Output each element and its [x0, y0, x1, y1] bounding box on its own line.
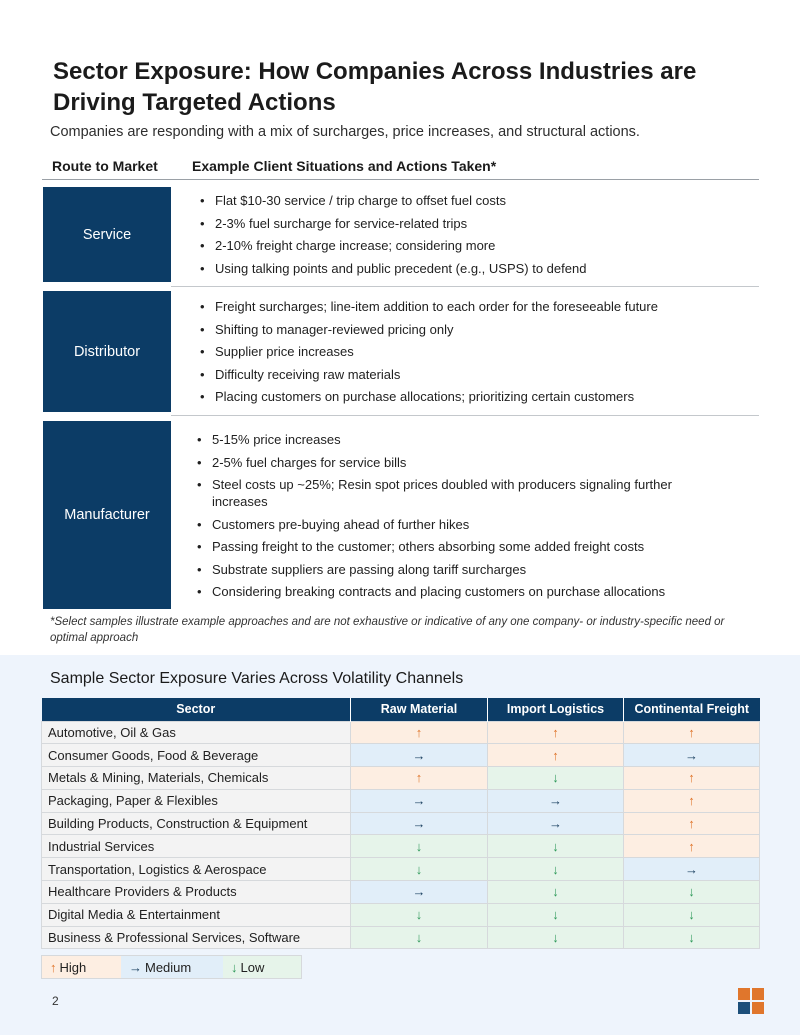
list-item: • Customers pre-buying ahead of further hikes: [197, 516, 727, 533]
row-divider: [171, 286, 759, 287]
import-logistics-column-header: Import Logistics: [488, 698, 624, 721]
list-item: • Passing freight to the customer; others absorbing some added freight costs: [197, 538, 727, 555]
exposure-low-cell: ↓: [351, 858, 488, 881]
company-logo: [738, 988, 764, 1014]
sector-name-cell: Building Products, Construction & Equipment: [42, 812, 351, 835]
exposure-low-cell: ↓: [624, 926, 760, 949]
manufacturer-label: Manufacturer: [43, 421, 171, 609]
manufacturer-actions-list: [197, 431, 727, 606]
legend-medium: [121, 956, 223, 978]
exposure-low-cell: ↓: [488, 903, 624, 926]
exposure-medium-cell: →: [488, 812, 624, 835]
table-row: [42, 858, 760, 881]
exposure-low-cell: ↓: [624, 881, 760, 904]
exposure-table-body: [42, 721, 760, 949]
sector-name-cell: Transportation, Logistics & Aerospace: [42, 858, 351, 881]
sector-name-cell: Automotive, Oil & Gas: [42, 721, 351, 744]
legend-high: [42, 956, 121, 978]
list-item: • Considering breaking contracts and placing customers on purchase allocations: [197, 583, 727, 600]
continental-freight-column-header: Continental Freight: [624, 698, 760, 721]
table-row: [42, 881, 760, 904]
sector-name-cell: Consumer Goods, Food & Beverage: [42, 744, 351, 767]
sector-name-cell: Business & Professional Services, Software: [42, 926, 351, 949]
page-title: Sector Exposure: How Companies Across Industries are Driving Targeted Actions: [53, 58, 697, 116]
list-item: • Freight surcharges; line-item addition to each order for the foreseeable future: [200, 298, 658, 315]
footnote: *Select samples illustrate example approaches and are not exhaustive or indicative of any one company- or industry-specific need or optimal approach: [50, 616, 725, 644]
service-actions-list: [200, 192, 586, 282]
example-situations-header: Example Client Situations and Actions Taken*: [192, 158, 497, 174]
page-number: 2: [52, 994, 59, 1008]
exposure-medium-cell: →: [351, 881, 488, 904]
sector-name-cell: Healthcare Providers & Products: [42, 881, 351, 904]
exposure-high-cell: ↑: [351, 721, 488, 744]
distributor-label: Distributor: [43, 291, 171, 412]
list-item: • Supplier price increases: [200, 343, 658, 360]
table-row: [42, 721, 760, 744]
sector-name-cell: Digital Media & Entertainment: [42, 903, 351, 926]
exposure-medium-cell: →: [351, 744, 488, 767]
exposure-high-cell: ↑: [624, 812, 760, 835]
exposure-low-cell: ↓: [624, 903, 760, 926]
exposure-low-cell: ↓: [488, 767, 624, 790]
table-row: [42, 926, 760, 949]
row-divider: [171, 415, 759, 416]
exposure-header-row: [42, 698, 760, 721]
legend-high-label: High: [59, 959, 87, 975]
exposure-high-cell: ↑: [351, 767, 488, 790]
exposure-medium-cell: →: [351, 812, 488, 835]
table-row: [42, 903, 760, 926]
exposure-low-cell: ↓: [351, 926, 488, 949]
table-row: [42, 767, 760, 790]
page-subtitle: Companies are responding with a mix of surcharges, price increases, and structural actions.: [50, 124, 640, 140]
exposure-high-cell: ↑: [624, 721, 760, 744]
sector-name-cell: Industrial Services: [42, 835, 351, 858]
list-item: • Placing customers on purchase allocations; prioritizing certain customers: [200, 388, 658, 405]
legend-low: [223, 956, 301, 978]
table-row: [42, 812, 760, 835]
exposure-high-cell: ↑: [624, 835, 760, 858]
list-item: • Substrate suppliers are passing along tariff surcharges: [197, 561, 727, 578]
list-item: • 2-5% fuel charges for service bills: [197, 454, 727, 471]
list-item: • 5-15% price increases: [197, 431, 727, 448]
arrow-down-icon: ↓: [231, 959, 238, 975]
exposure-high-cell: ↑: [488, 744, 624, 767]
raw-material-column-header: Raw Material: [351, 698, 488, 721]
exposure-legend: [41, 955, 302, 979]
exposure-high-cell: ↑: [488, 721, 624, 744]
legend-medium-label: Medium: [145, 959, 192, 975]
legend-low-label: Low: [240, 959, 265, 975]
arrow-right-icon: →: [129, 959, 142, 975]
list-item: • Flat $10-30 service / trip charge to offset fuel costs: [200, 192, 586, 209]
table-row: [42, 744, 760, 767]
manufacturer-block: [43, 421, 759, 609]
exposure-section-title: Sample Sector Exposure Varies Across Volatility Channels: [50, 670, 464, 687]
list-item: • 2-10% freight charge increase; considering more: [200, 237, 586, 254]
sector-column-header: Sector: [42, 698, 351, 721]
sector-name-cell: Packaging, Paper & Flexibles: [42, 789, 351, 812]
list-item: • Using talking points and public precedent (e.g., USPS) to defend: [200, 260, 586, 277]
exposure-low-cell: ↓: [488, 858, 624, 881]
exposure-low-cell: ↓: [488, 835, 624, 858]
list-item: • Steel costs up ~25%; Resin spot prices doubled with producers signaling further increases: [197, 476, 727, 510]
exposure-low-cell: ↓: [488, 881, 624, 904]
sector-name-cell: Metals & Mining, Materials, Chemicals: [42, 767, 351, 790]
table-row: [42, 835, 760, 858]
table-row: [42, 789, 760, 812]
header-divider: [42, 179, 759, 180]
distributor-actions-list: [200, 298, 658, 411]
list-item: • 2-3% fuel surcharge for service-related trips: [200, 215, 586, 232]
exposure-low-cell: ↓: [488, 926, 624, 949]
exposure-high-cell: ↑: [624, 789, 760, 812]
service-block: [43, 187, 759, 282]
distributor-block: [43, 291, 759, 412]
list-item: • Difficulty receiving raw materials: [200, 366, 658, 383]
route-to-market-header: Route to Market: [52, 158, 158, 174]
exposure-low-cell: ↓: [351, 903, 488, 926]
exposure-medium-cell: →: [624, 744, 760, 767]
exposure-high-cell: ↑: [624, 767, 760, 790]
exposure-table: [41, 698, 760, 949]
exposure-medium-cell: →: [624, 858, 760, 881]
list-item: • Shifting to manager-reviewed pricing only: [200, 321, 658, 338]
exposure-medium-cell: →: [488, 789, 624, 812]
arrow-up-icon: ↑: [50, 959, 57, 975]
exposure-low-cell: ↓: [351, 835, 488, 858]
exposure-medium-cell: →: [351, 789, 488, 812]
service-label: Service: [43, 187, 171, 282]
